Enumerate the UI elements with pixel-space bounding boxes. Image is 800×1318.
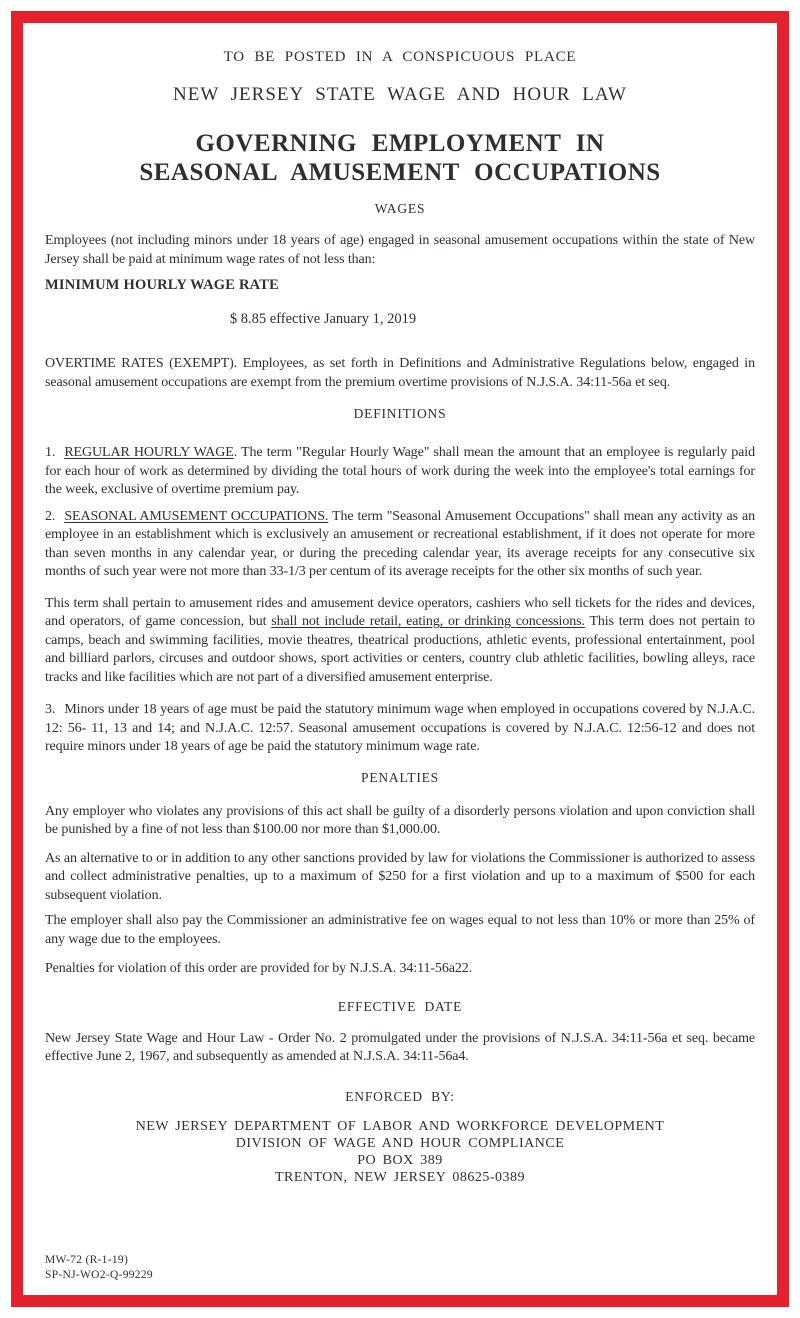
posted-notice: TO BE POSTED IN A CONSPICUOUS PLACE — [223, 49, 577, 65]
definition-2-text: The term "Seasonal Amusement Occupations" shall mean any activity as an employee in an establishment which is exclusively an amusement or recreational establishment, if it does not operate for more than seven months in any calendar year, or during the preceding calendar year, its average receipts for any consecutive six months of such year were not more than 33-1/3 per centum of its average receipts for the other six months of such year. — [45, 508, 755, 579]
agency-division: DIVISION OF WAGE AND HOUR COMPLIANCE — [235, 1135, 565, 1151]
form-number: MW-72 (R-1-19) — [45, 1254, 129, 1266]
definition-1-term: REGULAR HOURLY WAGE — [64, 445, 234, 460]
definition-1-number: 1. — [45, 445, 56, 460]
penalties-paragraph-3: The employer shall also pay the Commissioner an administrative fee on wages equal to not less than 10% or more than 25% of any wage due to the employees. — [45, 913, 755, 947]
definition-1-text: . The term "Regular Hourly Wage" shall mean the amount that an employee is regularly paid for each hour of work as determined by dividing the total hours of work during the week into the employee's total earnings for the week, exclusive of overtime premium pay. — [45, 445, 755, 497]
scope-text-post: This term does not pertain to camps, beach and swimming facilities, movie theatres, theatrical productions, athletic events, professional entertainment, pool and billiard parlors, circuses and outdoor shows, sport activities or centers, country club athletic facilities, bowling alleys, race tracks and like facilities which are not part of a diversified amusement enterprise. — [45, 614, 756, 685]
definition-3-number: 3. — [45, 702, 56, 717]
minimum-wage-value: $ 8.85 effective January 1, 2019 — [229, 311, 417, 327]
poster-content — [23, 23, 777, 1295]
definition-2-term: SEASONAL AMUSEMENT OCCUPATIONS. — [64, 508, 329, 524]
minimum-wage-label: MINIMUM HOURLY WAGE RATE — [45, 277, 279, 293]
print-code: SP-NJ-WO2-Q-99229 — [45, 1269, 153, 1281]
enforcing-agency-block — [45, 1118, 755, 1186]
agency-po-box: PO BOX 389 — [357, 1152, 443, 1168]
definition-2-number: 2. — [45, 508, 56, 524]
wages-intro-paragraph: Employees (not including minors under 18 years of age) engaged in seasonal amusement occupations within the state of New Jersey shall be paid at minimum wage rates of not less than: — [45, 233, 755, 267]
definition-regular-hourly-wage — [45, 444, 755, 500]
penalties-paragraph-1: Any employer who violates any provisions of this act shall be guilty of a disorderly persons violation and upon conviction shall be punished by a fine of not less than $100.00 nor more than $1,000.00. — [45, 803, 755, 837]
penalties-paragraph-2: As an alternative to or in addition to any other sanctions provided by law for violations the Commissioner is authorized to assess and collect administrative penalties, up to a maximum of $250 for a first violation and up to a maximum of $500 for each subsequent violation. — [45, 850, 755, 903]
definition-minors — [45, 701, 755, 757]
main-title-line1: GOVERNING EMPLOYMENT IN — [195, 130, 605, 157]
scope-text-pre: This term shall pertain to amusement rides and amusement device operators, cashiers who sell tickets for the rides and devices, and operators, of game concession, but — [45, 595, 755, 629]
definitions-heading: DEFINITIONS — [353, 406, 447, 421]
agency-name: NEW JERSEY DEPARTMENT OF LABOR AND WORKFORCE DEVELOPMENT — [135, 1118, 665, 1134]
wages-heading: WAGES — [374, 201, 426, 216]
penalties-paragraph-4: Penalties for violation of this order are provided for by N.J.S.A. 34:11-56a22. — [45, 961, 473, 976]
agency-city-zip: TRENTON, NEW JERSEY 08625-0389 — [274, 1169, 526, 1185]
law-title: NEW JERSEY STATE WAGE AND HOUR LAW — [173, 84, 627, 105]
scope-paragraph — [45, 595, 755, 688]
effective-date-heading: EFFECTIVE DATE — [337, 998, 463, 1014]
form-footer — [45, 1253, 153, 1283]
overtime-paragraph: OVERTIME RATES (EXEMPT). Employees, as set forth in Definitions and Administrative Regulations below, engaged in seasonal amusement occupations are exempt from the premium overtime provisions of N.J.S.A. 34:11-56a et seq. — [45, 356, 755, 390]
definition-seasonal-amusement — [45, 508, 755, 582]
effective-date-paragraph: New Jersey State Wage and Hour Law - Order No. 2 promulgated under the provisions of N.J.S.A. 34:11-56a et seq. became effective June 2, 1967, and subsequently as amended at N.J.S.A. 34:11-56a4. — [45, 1030, 755, 1064]
main-title-line2: SEASONAL AMUSEMENT OCCUPATIONS — [139, 158, 661, 186]
main-title — [45, 130, 755, 187]
scope-text-underlined: shall not include retail, eating, or drinking concessions. — [271, 614, 585, 629]
definition-3-text: Minors under 18 years of age must be paid the statutory minimum wage when employed in occupations covered by N.J.A.C. 12: 56- 11, 13 and 14; and N.J.A.C. 12:57. Seasonal amusement occupations is covered by N.J.A.C. 12:56-12 and does not require minors under 18 years of age be paid the statutory minimum wage rate. — [45, 702, 755, 754]
penalties-heading: PENALTIES — [361, 769, 439, 785]
enforced-by-heading: ENFORCED BY: — [345, 1088, 455, 1104]
